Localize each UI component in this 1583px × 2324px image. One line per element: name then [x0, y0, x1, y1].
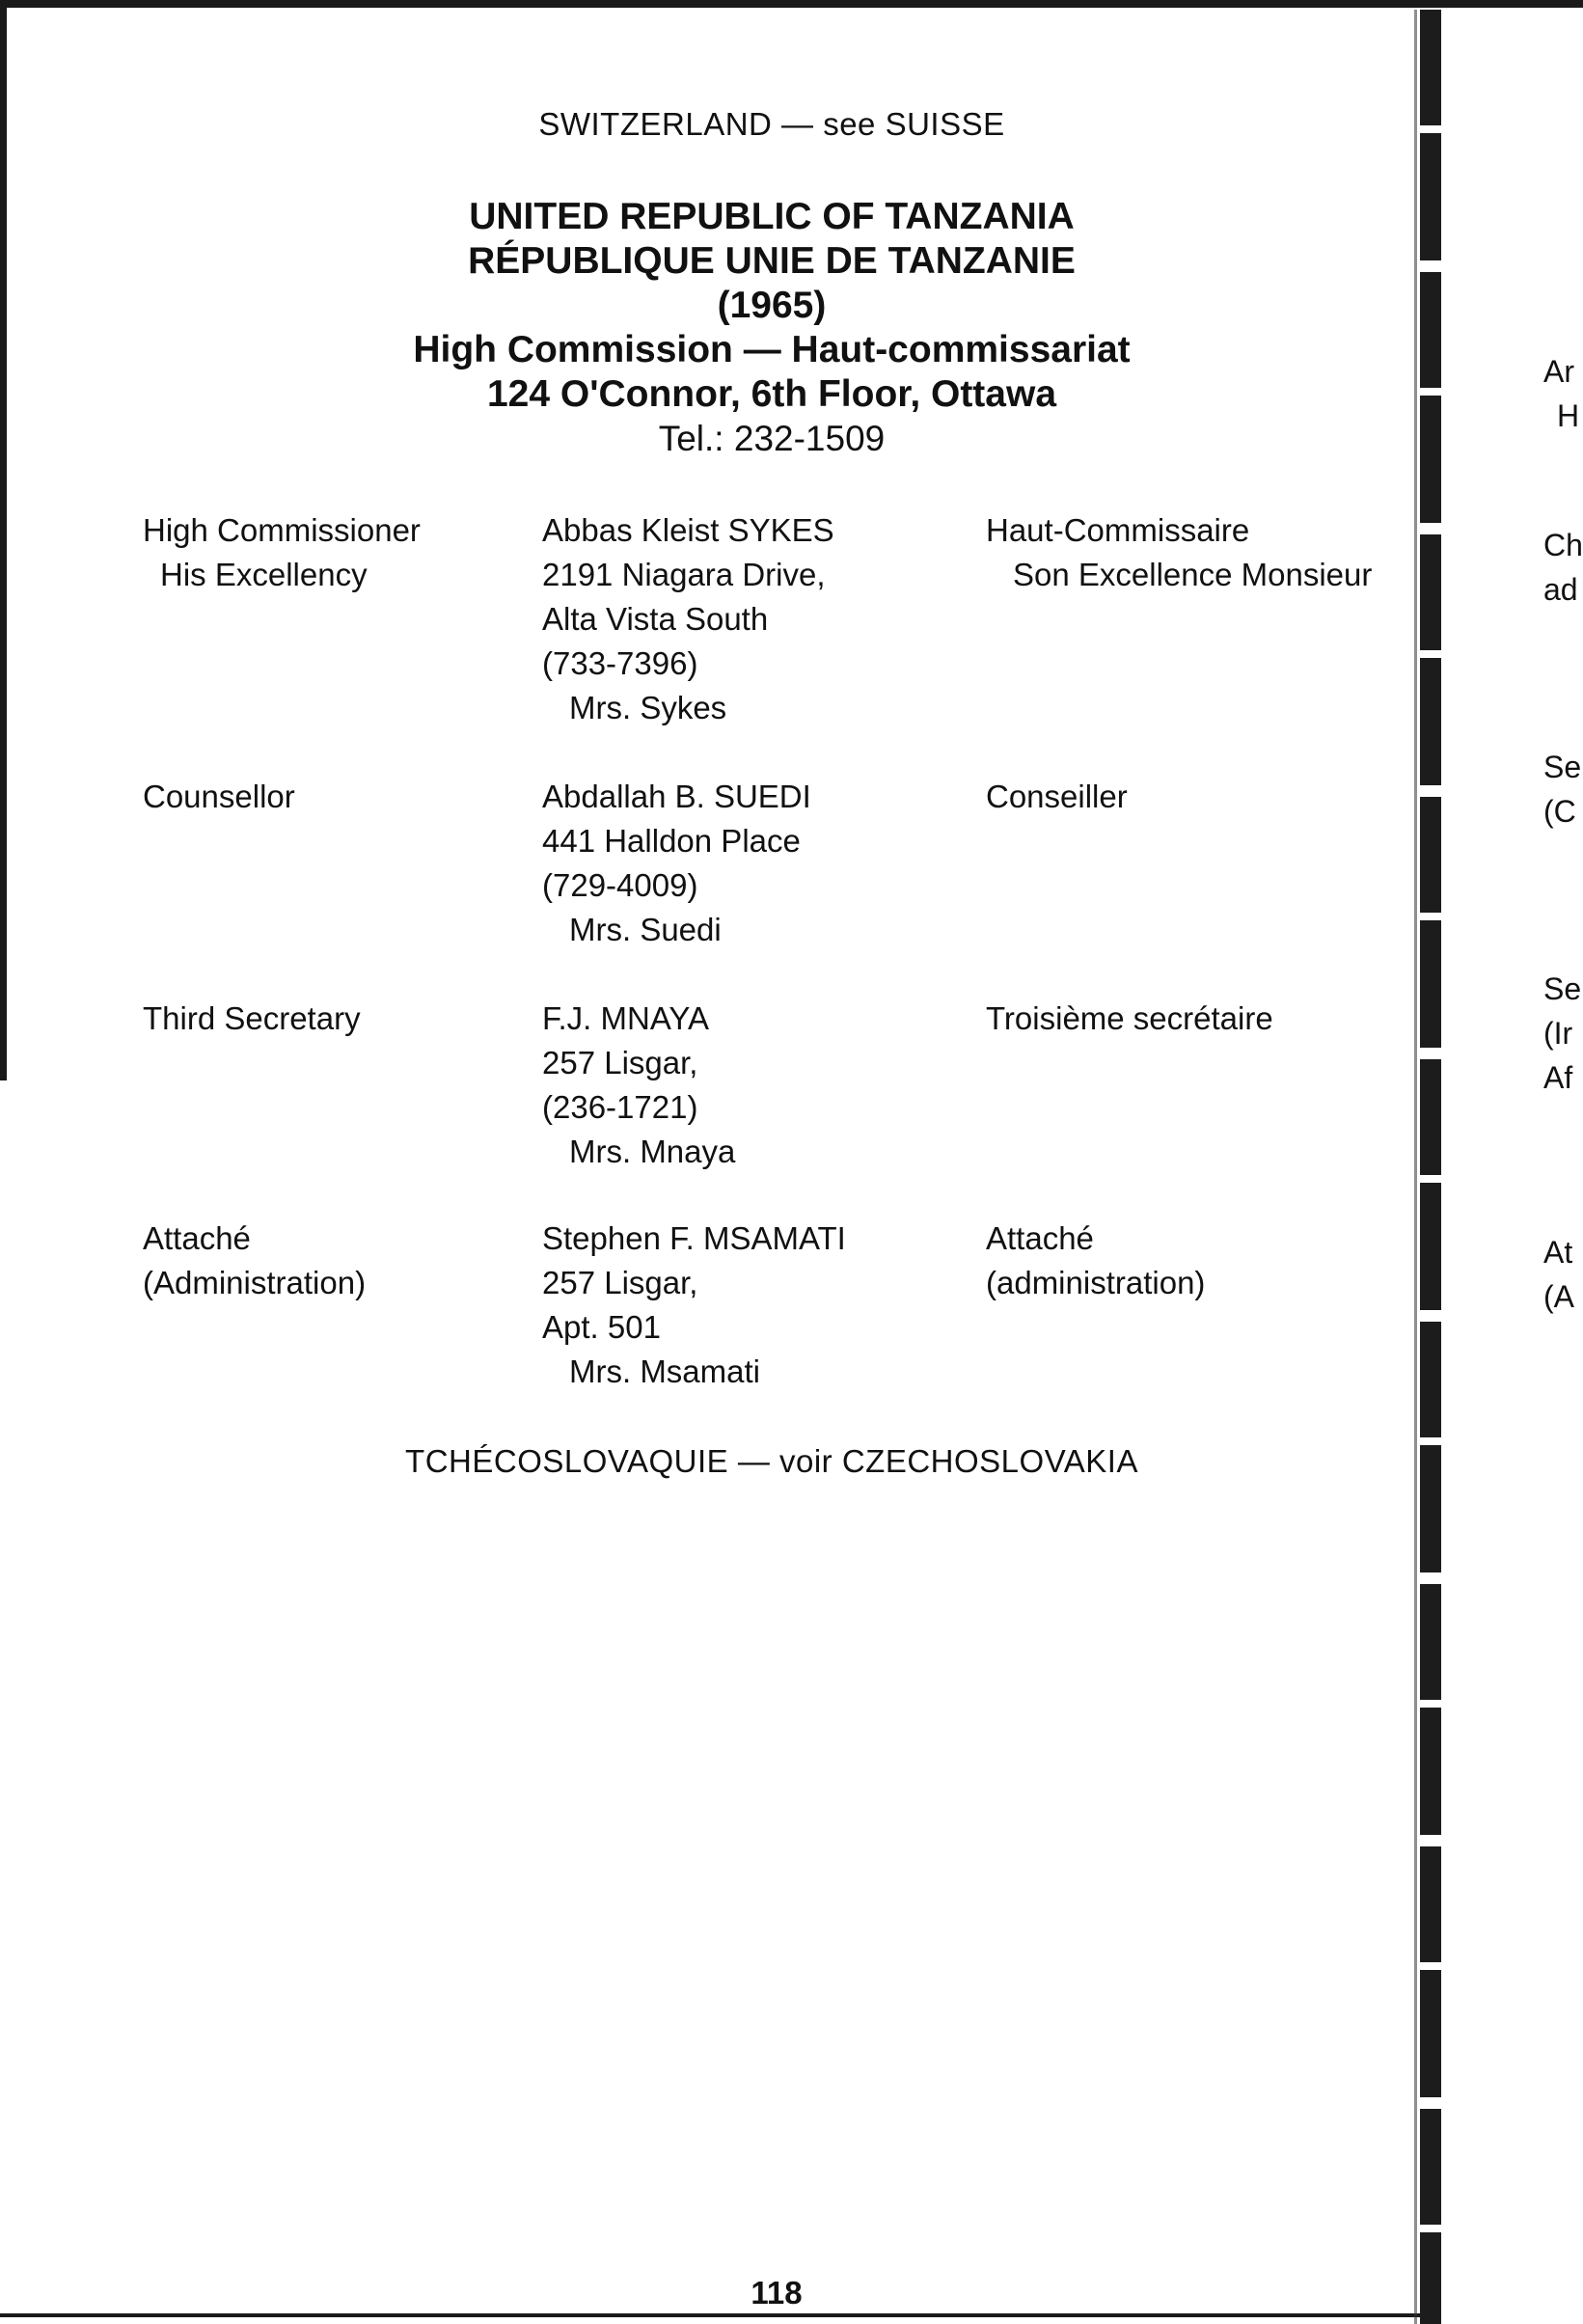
mission-address: 124 O'Connor, 6th Floor, Ottawa: [486, 373, 1057, 415]
entry-title-fr: Attaché (administration): [986, 1220, 1206, 1300]
entry-title-fr: Troisième secrétaire: [986, 1000, 1273, 1036]
facing-page-fragment: (A: [1543, 1279, 1574, 1314]
country-name-en: UNITED REPUBLIC OF TANZANIA: [469, 196, 1075, 237]
entry-person: Abdallah B. SUEDI 441 Halldon Place (729-4009) Mrs. Suedi: [542, 779, 811, 947]
entry-title-en: Attaché (Administration): [143, 1220, 367, 1300]
entry-title-en: Counsellor: [143, 779, 295, 814]
facing-page-fragment: Ch: [1543, 528, 1583, 562]
mission-type: High Commission — Haut-commissariat: [413, 329, 1131, 370]
facing-page-fragment: H: [1557, 398, 1580, 433]
page-number: 118: [751, 2275, 803, 2310]
entry-person: F.J. MNAYA 257 Lisgar, (236-1721) Mrs. Mnaya: [542, 1000, 736, 1169]
facing-page-fragment: Se: [1543, 750, 1582, 784]
country-name-fr: RÉPUBLIQUE UNIE DE TANZANIE: [468, 240, 1076, 282]
facing-page-fragment: Se: [1543, 971, 1582, 1006]
scan-top-edge: [0, 0, 1583, 8]
cross-reference-bottom: TCHÉCOSLOVAQUIE — voir CZECHOSLOVAKIA: [405, 1443, 1138, 1479]
entry-person: Abbas Kleist SYKES 2191 Niagara Drive, Alta Vista South (733-7396) Mrs. Sykes: [542, 512, 834, 725]
facing-page-fragment: ad: [1543, 572, 1578, 607]
entry-title-en: Third Secretary: [143, 1000, 361, 1036]
facing-page-fragment: (C: [1543, 794, 1576, 829]
mission-telephone: Tel.: 232-1509: [658, 419, 886, 458]
facing-page-fragment: Af: [1543, 1060, 1573, 1095]
entry-title-en: High Commissioner His Excellency: [143, 512, 421, 592]
facing-page-fragment: At: [1543, 1235, 1573, 1270]
year-established: (1965): [717, 285, 827, 326]
entry-title-fr: Haut-Commissaire Son Excellence Monsieur: [986, 512, 1373, 592]
cross-reference-top: SWITZERLAND — see SUISSE: [538, 106, 1005, 142]
entry-title-fr: Conseiller: [986, 779, 1128, 814]
entry-person: Stephen F. MSAMATI 257 Lisgar, Apt. 501 Mrs. Msamati: [542, 1220, 846, 1389]
scan-left-edge: [0, 0, 7, 1080]
scan-bottom-edge: [0, 2313, 1428, 2317]
facing-page-fragment: (Ir: [1543, 1016, 1573, 1051]
facing-page-fragment: Ar: [1543, 354, 1574, 389]
